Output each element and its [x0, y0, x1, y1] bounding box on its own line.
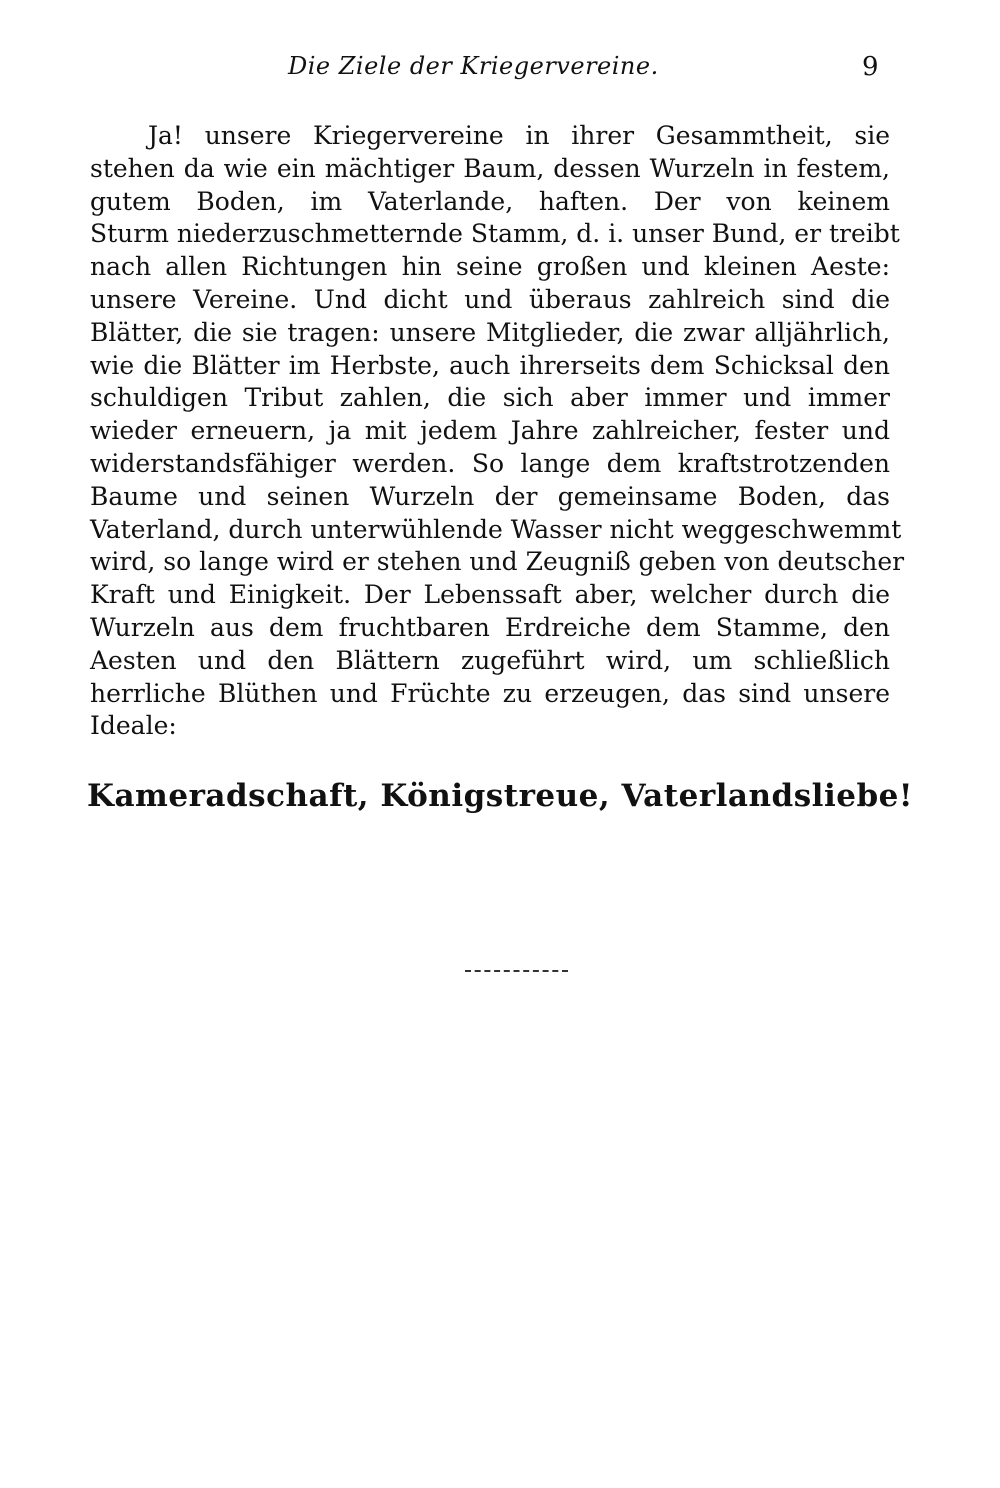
running-head — [0, 52, 1000, 92]
text-line: wird, so lange wird er stehen und Zeugniß geben von deutscher — [90, 547, 905, 577]
text-line: gutem Boden, im Vaterlande, haften. Der von keinem — [90, 186, 890, 216]
motto-heading: Kameradschaft, Königstreue, Vaterlandsliebe! — [87, 778, 913, 814]
text-line: nach allen Richtungen hin seine großen und kleinen Aeste: — [90, 252, 890, 282]
page-number: 9 — [862, 52, 879, 82]
text-line: widerstandsfähiger werden. So lange dem kraftstrotzenden — [90, 448, 890, 478]
text-line: Wurzeln aus dem fruchtbaren Erdreiche dem Stamme, den — [90, 612, 890, 642]
text-line: wie die Blätter im Herbste, auch ihrerseits dem Schicksal den — [90, 350, 890, 380]
text-line: herrliche Blüthen und Früchte zu erzeugen, das sind unsere — [90, 678, 890, 708]
text-line: Ja! unsere Kriegervereine in ihrer Gesammtheit, sie — [148, 121, 890, 150]
running-title: Die Ziele der Kriegervereine. — [288, 52, 659, 80]
text-line: unsere Vereine. Und dicht und überaus zahlreich sind die — [90, 284, 890, 314]
text-line: Ideale: — [90, 711, 177, 741]
text-line: Vaterland, durch unterwühlende Wasser nicht weggeschwemmt — [90, 514, 902, 544]
text-line: Sturm niederzuschmetternde Stamm, d. i. unser Bund, er treibt — [90, 219, 900, 249]
text-line: Kraft und Einigkeit. Der Lebenssaft aber, welcher durch die — [90, 580, 890, 610]
text-line: Blätter, die sie tragen: unsere Mitglieder, die zwar alljährlich, — [90, 317, 890, 347]
text-line: wieder erneuern, ja mit jedem Jahre zahlreicher, fester und — [90, 416, 890, 446]
text-line: schuldigen Tribut zahlen, die sich aber immer und immer — [90, 383, 890, 413]
text-line: Aesten und den Blättern zugeführt wird, um schließlich — [90, 645, 890, 675]
text-line: Baume und seinen Wurzeln der gemeinsame Boden, das — [90, 481, 890, 511]
text-line: stehen da wie ein mächtiger Baum, dessen Wurzeln in festem, — [90, 153, 890, 183]
end-rule-divider — [465, 970, 568, 972]
body-paragraph — [90, 120, 905, 743]
